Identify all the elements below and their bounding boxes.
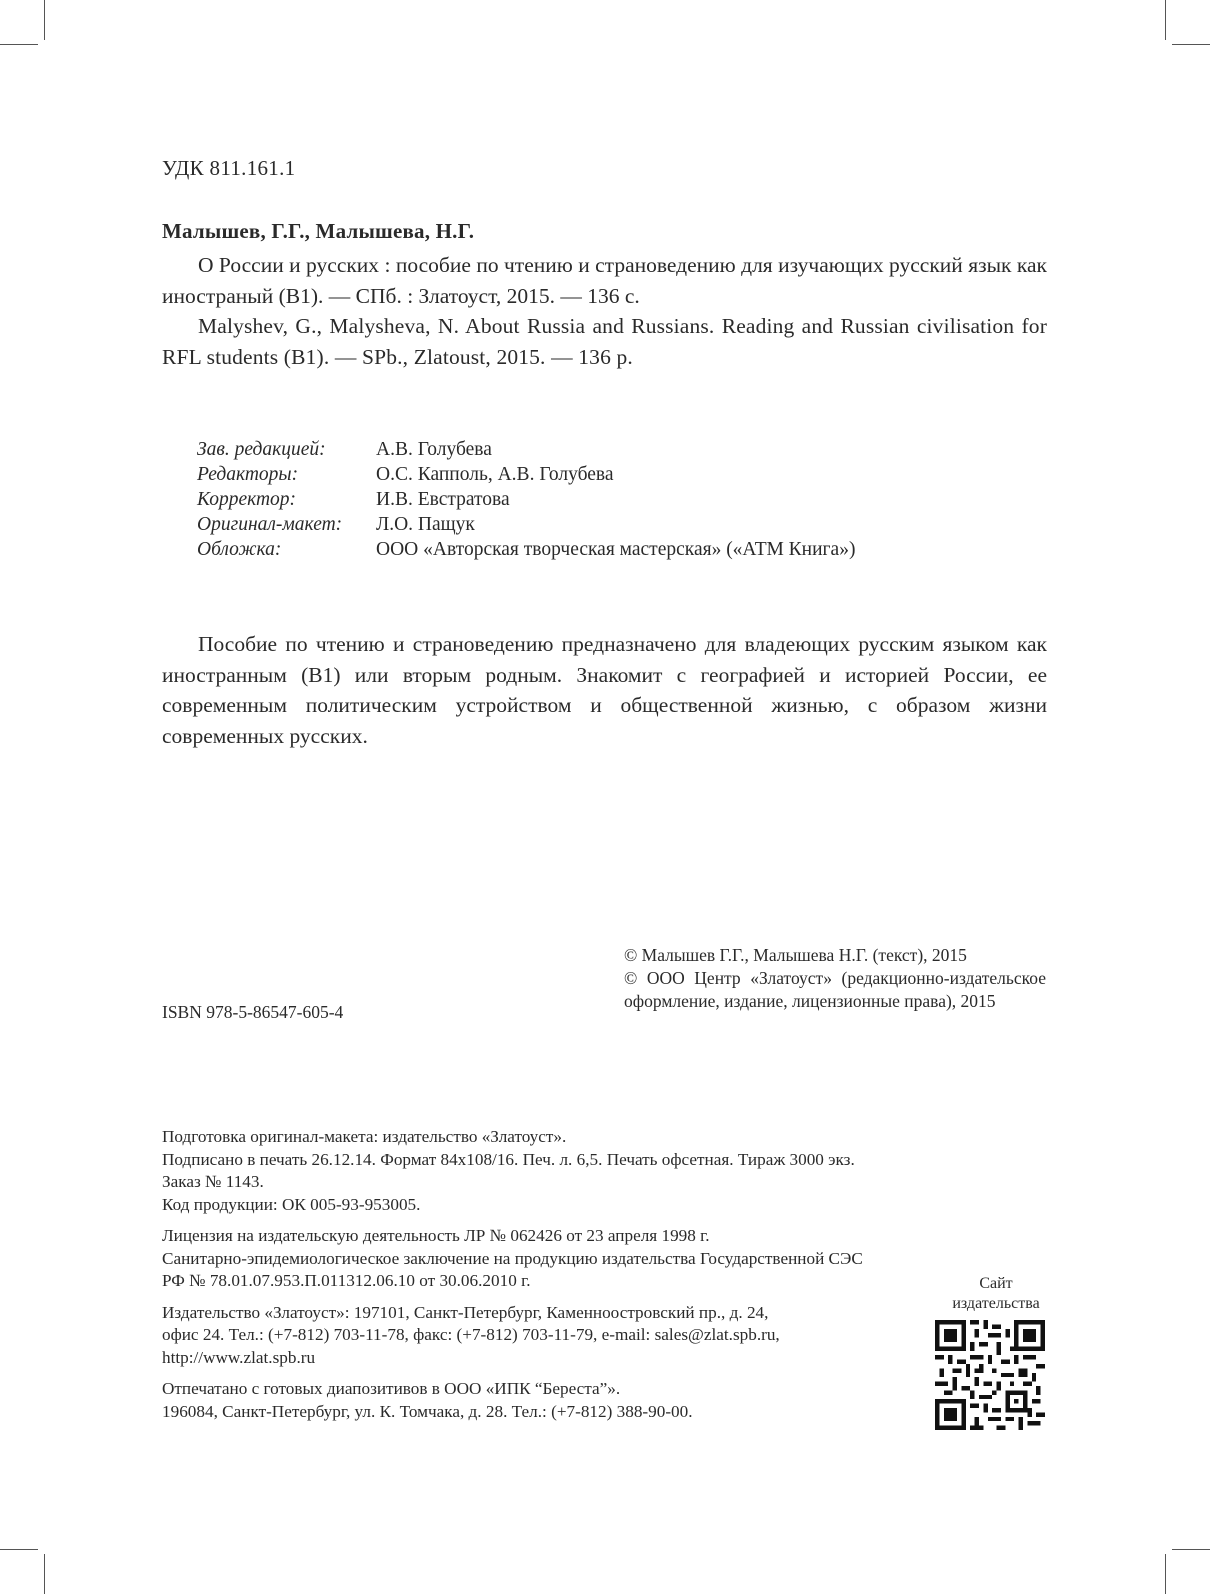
imprint-printer: Отпечатано с готовых диапозитивов в ООО «ИПК “Береста”». 196084, Санкт-Петербург, ул. К. Томчака, д. 28. Тел.: (+7-812) 388-90-00. bbox=[162, 1379, 693, 1421]
crop-mark bbox=[1165, 1554, 1166, 1594]
crop-mark bbox=[44, 1554, 45, 1594]
imprint-production: Подготовка оригинал-макета: издательство «Златоуст». Подписано в печать 26.12.14. Формат 84x108/16. Печ. л. 6,5. Печать офсетная. Тираж 3000 экз. Заказ № 1143. Код продукции: ОК 005-93-953005. bbox=[162, 1127, 855, 1214]
credit-role: Оригинал-макет: bbox=[197, 514, 343, 535]
credit-role: Корректор: bbox=[197, 489, 297, 510]
crop-mark bbox=[1172, 44, 1210, 45]
copyright-block bbox=[624, 944, 1046, 1013]
site-label: Сайт издательства bbox=[952, 1275, 1040, 1312]
imprint-block bbox=[162, 1126, 1042, 1432]
credit-role: Обложка: bbox=[197, 539, 282, 560]
credit-row bbox=[197, 487, 855, 512]
credit-row bbox=[197, 537, 855, 562]
credit-row bbox=[197, 437, 855, 462]
credit-role: Зав. редакцией: bbox=[197, 439, 326, 460]
authors: Малышев, Г.Г., Малышева, Н.Г. bbox=[162, 219, 475, 243]
imprint-publisher-address: Издательство «Златоуст»: 197101, Санкт-Петербург, Каменноостровский пр., д. 24, офис 24. Тел.: (+7-812) 703-11-78, факс: (+7-812) 703-11-79, e-mail: sales@zlat.spb.ru, http://www.zlat.spb.ru bbox=[162, 1302, 780, 1367]
credit-row bbox=[197, 512, 855, 537]
crop-mark bbox=[1165, 0, 1166, 40]
crop-mark bbox=[0, 44, 38, 45]
bibliographic-record-ru: О России и русских : пособие по чтению и страноведению для изучающих русский язык как иностраный (В1). — СПб. : Златоуст, 2015. — 136 с. bbox=[162, 253, 1047, 308]
credit-name: И.В. Евстратова bbox=[376, 489, 510, 510]
imprint-license: Лицензия на издательскую деятельность ЛР № 062426 от 23 апреля 1998 г. Санитарно-эпидемиологическое заключение на продукцию издательства Государственной СЭС РФ № 78.01.07.953.П.011312.06.10 от 30.06.2010 г. bbox=[162, 1226, 863, 1290]
credit-role: Редакторы: bbox=[197, 464, 299, 485]
isbn: ISBN 978-5-86547-605-4 bbox=[162, 1002, 344, 1022]
annotation: Пособие по чтению и страноведению предназначено для владеющих русским языком как иностранным (В1) или вторым родным. Знакомит с географией и историей России, ее современным политическим устройством и общественной жизнью, с образом жизни современных русских. bbox=[162, 632, 1047, 748]
crop-mark bbox=[1172, 1549, 1210, 1550]
credit-name: ООО «Авторская творческая мастерская» («АТМ Книга») bbox=[376, 539, 856, 560]
copyright-line: © Малышев Г.Г., Малышева Н.Г. (текст), 2015 bbox=[624, 945, 967, 965]
credit-name: Л.О. Пащук bbox=[376, 514, 475, 535]
crop-mark bbox=[44, 0, 45, 40]
copyright-line: © ООО Центр «Златоуст» (редакционно-издательское оформление, издание, лицензионные права), 2015 bbox=[624, 968, 1046, 1011]
bibliographic-record-en: Malyshev, G., Malysheva, N. About Russia and Russians. Reading and Russian civilisation for RFL students (B1). — SPb., Zlatoust, 2015. — 136 p. bbox=[162, 314, 1047, 369]
credits-list bbox=[197, 437, 855, 562]
credit-name: А.В. Голубева bbox=[376, 439, 492, 460]
udk-code: УДК 811.161.1 bbox=[162, 156, 296, 180]
qr-code-icon[interactable] bbox=[935, 1320, 1045, 1430]
crop-mark bbox=[0, 1549, 38, 1550]
credit-row bbox=[197, 462, 855, 487]
credit-name: О.С. Капполь, А.В. Голубева bbox=[376, 464, 614, 485]
